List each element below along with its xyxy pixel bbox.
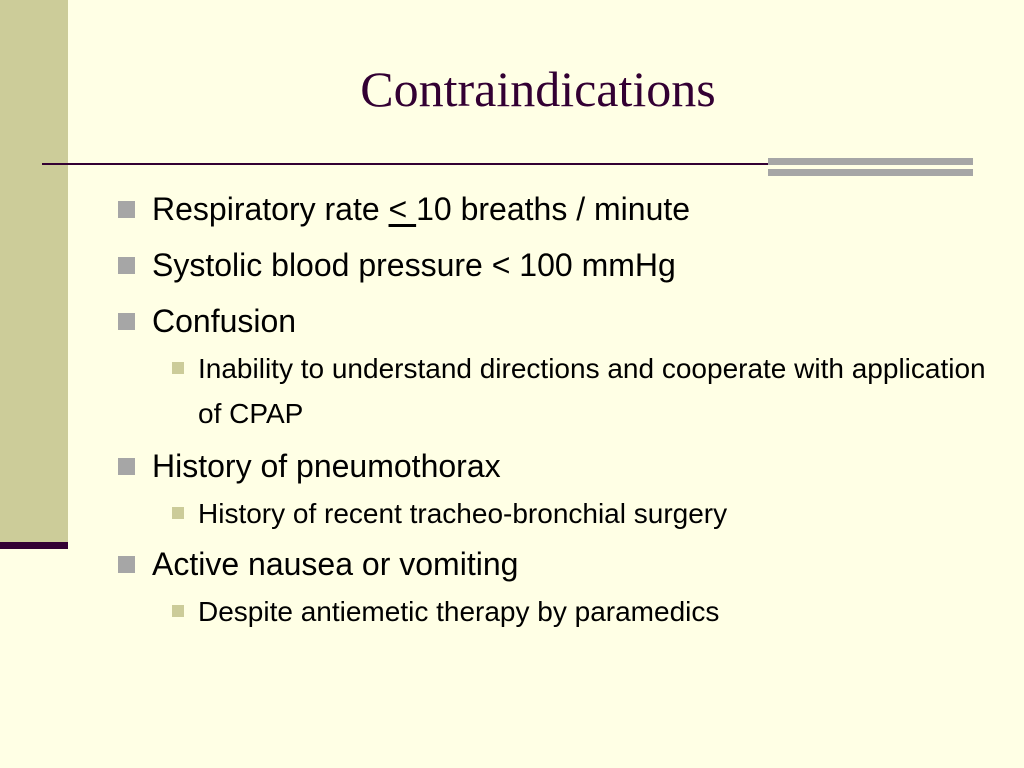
bullet-text: History of pneumothorax (152, 447, 501, 484)
square-bullet-icon (118, 313, 135, 330)
bullet-text: Systolic blood pressure < 100 mmHg (152, 247, 676, 284)
bullet-text-underlined-symbol: < (388, 191, 417, 227)
left-accent-line (0, 542, 68, 549)
left-decorative-band (0, 0, 68, 545)
bullet-text-suffix: 10 breaths / minute (416, 191, 691, 227)
sub-bullet-text: Despite antiemetic therapy by paramedics (198, 596, 720, 628)
sub-bullet-text: Inability to understand directions and cooperate with application of CPAP (198, 353, 986, 429)
bullet-respiratory-rate (116, 190, 996, 229)
bullet-text: Confusion (152, 303, 297, 340)
square-bullet-icon (118, 458, 135, 475)
decorative-gray-bars (768, 158, 973, 178)
bullet-list (116, 190, 996, 644)
square-sub-bullet-icon (172, 605, 184, 617)
slide-title: Contraindications (360, 61, 716, 117)
square-bullet-icon (118, 257, 135, 274)
sub-bullet-text: History of recent tracheo-bronchial surgery (198, 497, 728, 529)
bullet-text-prefix: Respiratory rate (152, 191, 389, 227)
bullet-nausea-vomiting (116, 545, 996, 584)
bullet-systolic-pressure (116, 246, 996, 285)
gray-bar-bottom (768, 169, 973, 176)
square-sub-bullet-icon (172, 507, 184, 519)
square-bullet-icon (118, 556, 135, 573)
square-bullet-icon (118, 201, 135, 218)
sub-bullet-pneumothorax-detail (162, 492, 996, 535)
sub-bullet-nausea-detail (162, 590, 996, 633)
bullet-confusion (116, 302, 996, 341)
gray-bar-top (768, 158, 973, 165)
square-sub-bullet-icon (172, 362, 184, 374)
bullet-pneumothorax (116, 447, 996, 486)
bullet-text: Active nausea or vomiting (152, 546, 519, 583)
sub-bullet-confusion-detail (162, 347, 996, 437)
